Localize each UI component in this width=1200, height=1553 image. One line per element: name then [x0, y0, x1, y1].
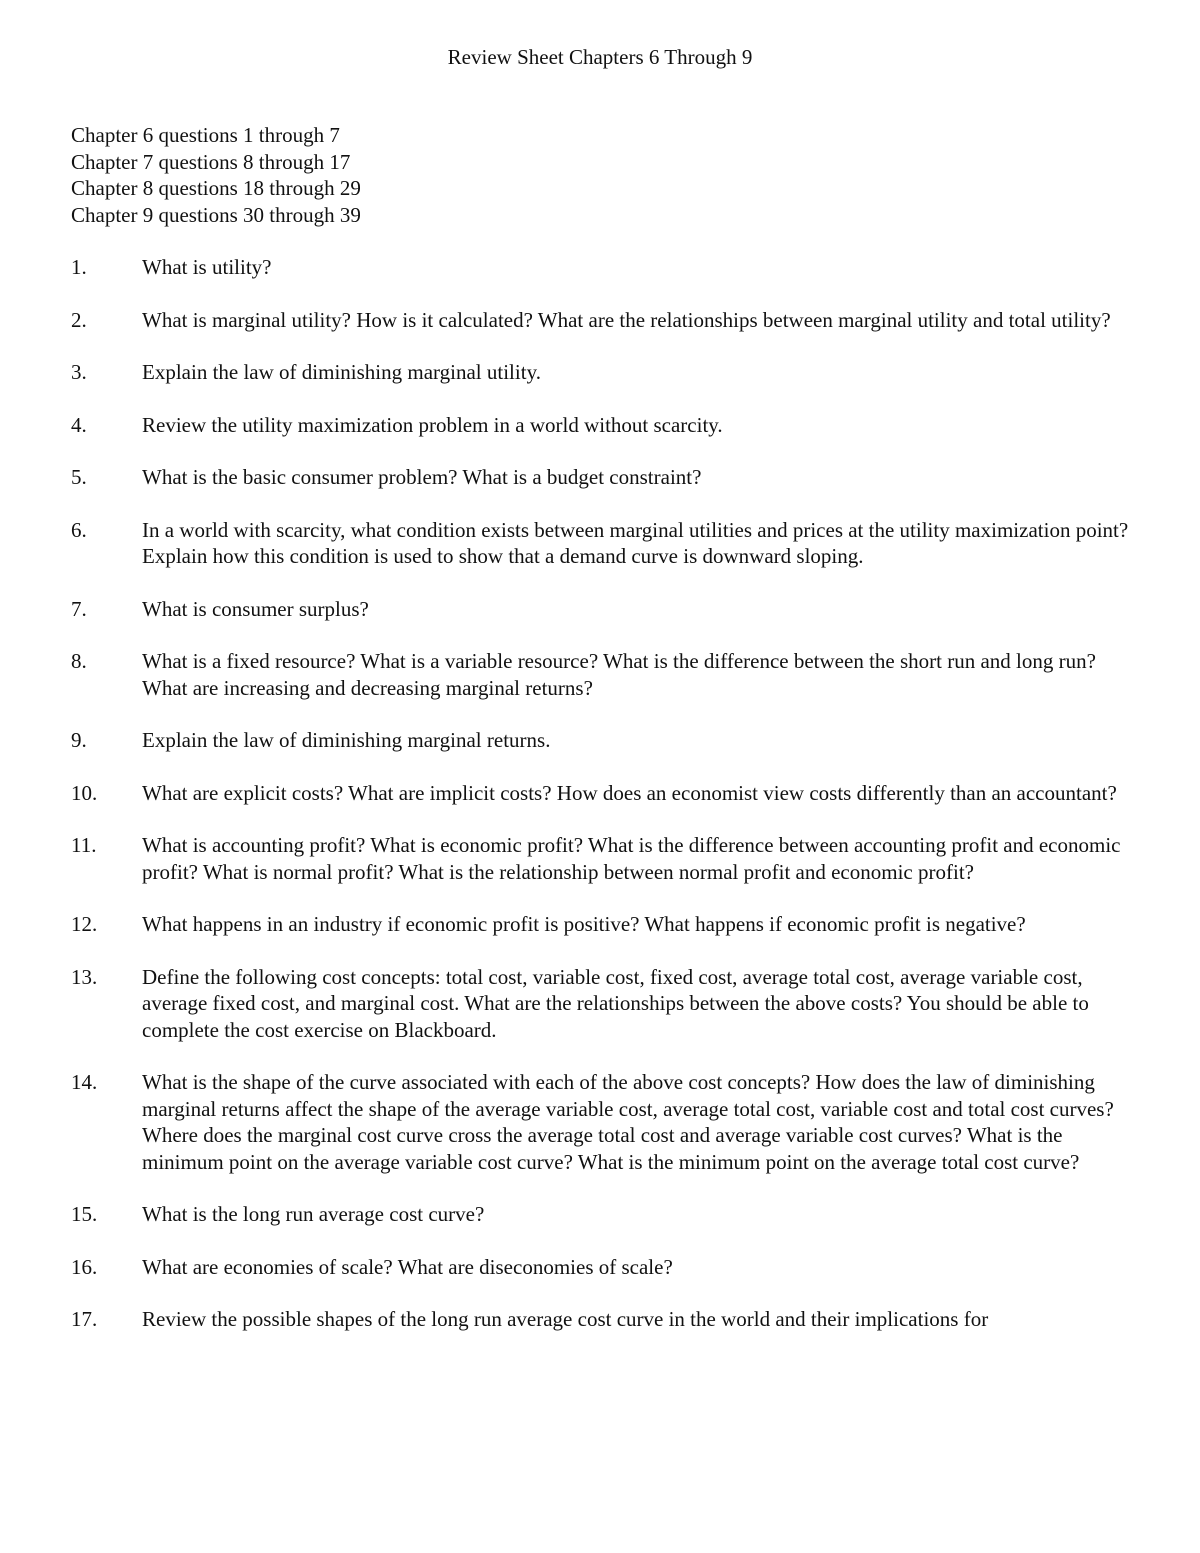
chapter-line: Chapter 8 questions 18 through 29	[71, 176, 361, 200]
chapter-list	[71, 122, 361, 228]
question-number: 11.	[71, 833, 97, 857]
question-number: 16.	[71, 1254, 98, 1279]
question-number: 15.	[71, 1202, 98, 1226]
question-number: 6.	[71, 517, 87, 542]
question-item	[71, 780, 1141, 807]
question-number: 5.	[71, 465, 87, 489]
question-item	[71, 1069, 1141, 1175]
chapter-line: Chapter 7 questions 8 through 17	[71, 149, 351, 174]
question-item	[71, 832, 1141, 885]
question-number: 2.	[71, 307, 87, 332]
question-item	[71, 911, 1141, 938]
question-item	[71, 412, 1141, 439]
question-number: 3.	[71, 360, 87, 384]
question-text: In a world with scarcity, what condition exists between marginal utilities and prices at the utility maximization point? Explain how this condition is used to show that a demand curve is downward sloping.	[142, 517, 1129, 568]
question-text: What are economies of scale? What are diseconomies of scale?	[142, 1254, 673, 1279]
question-number: 4.	[71, 412, 87, 437]
question-item	[71, 254, 1141, 281]
question-text: What is marginal utility? How is it calculated? What are the relationships between marginal utility and total utility?	[142, 307, 1111, 332]
question-text: What happens in an industry if economic profit is positive? What happens if economic profit is negative?	[142, 912, 1026, 936]
question-text: What is a fixed resource? What is a variable resource? What is the difference between the short run and long run? What are increasing and decreasing marginal returns?	[142, 649, 1096, 700]
question-number: 10.	[71, 780, 98, 805]
question-number: 14.	[71, 1070, 98, 1094]
question-item	[71, 464, 1141, 491]
question-text: What is consumer surplus?	[142, 596, 369, 621]
question-text: What is the basic consumer problem? What is a budget constraint?	[142, 465, 702, 489]
question-list	[71, 254, 1141, 1359]
chapter-line: Chapter 6 questions 1 through 7	[71, 123, 340, 147]
question-text: What is accounting profit? What is economic profit? What is the difference between accounting profit and economic profit? What is normal profit? What is the relationship between normal profit and economic profit?	[142, 833, 1121, 884]
question-item	[71, 517, 1141, 570]
question-text: Explain the law of diminishing marginal returns.	[142, 728, 551, 752]
question-number: 12.	[71, 912, 98, 936]
question-text: What is utility?	[142, 255, 272, 279]
question-number: 17.	[71, 1307, 98, 1331]
question-number: 7.	[71, 596, 87, 621]
question-text: Define the following cost concepts: total cost, variable cost, fixed cost, average total cost, average variable cost, average fixed cost, and marginal cost. What are the relationships between the above costs? You should be able to complete the cost exercise on Blackboard.	[142, 964, 1089, 1042]
question-text: What is the shape of the curve associated with each of the above cost concepts? How does the law of diminishing marginal returns affect the shape of the average variable cost, average total cost, variable cost and total cost curves? Where does the marginal cost curve cross the average total cost and average variable cost curves? What is the minimum point on the average variable cost curve? What is the minimum point on the average total cost curve?	[142, 1070, 1114, 1174]
document-title: Review Sheet Chapters 6 Through 9	[447, 45, 753, 69]
question-item	[71, 307, 1141, 334]
question-number: 9.	[71, 728, 87, 752]
question-number: 1.	[71, 255, 87, 279]
question-text: What is the long run average cost curve?	[142, 1202, 485, 1226]
question-item	[71, 359, 1141, 386]
question-item	[71, 727, 1141, 754]
question-text: What are explicit costs? What are implicit costs? How does an economist view costs differently than an accountant?	[142, 780, 1117, 805]
question-item	[71, 648, 1141, 701]
question-number: 8.	[71, 649, 87, 673]
question-item	[71, 596, 1141, 623]
question-item	[71, 1306, 1141, 1333]
question-item	[71, 1201, 1141, 1228]
chapter-line: Chapter 9 questions 30 through 39	[71, 202, 361, 227]
question-item	[71, 964, 1141, 1044]
question-number: 13.	[71, 964, 98, 989]
question-text: Explain the law of diminishing marginal utility.	[142, 360, 541, 384]
question-text: Review the possible shapes of the long run average cost curve in the world and their implications for	[142, 1307, 989, 1331]
question-text: Review the utility maximization problem in a world without scarcity.	[142, 412, 723, 437]
question-item	[71, 1254, 1141, 1281]
